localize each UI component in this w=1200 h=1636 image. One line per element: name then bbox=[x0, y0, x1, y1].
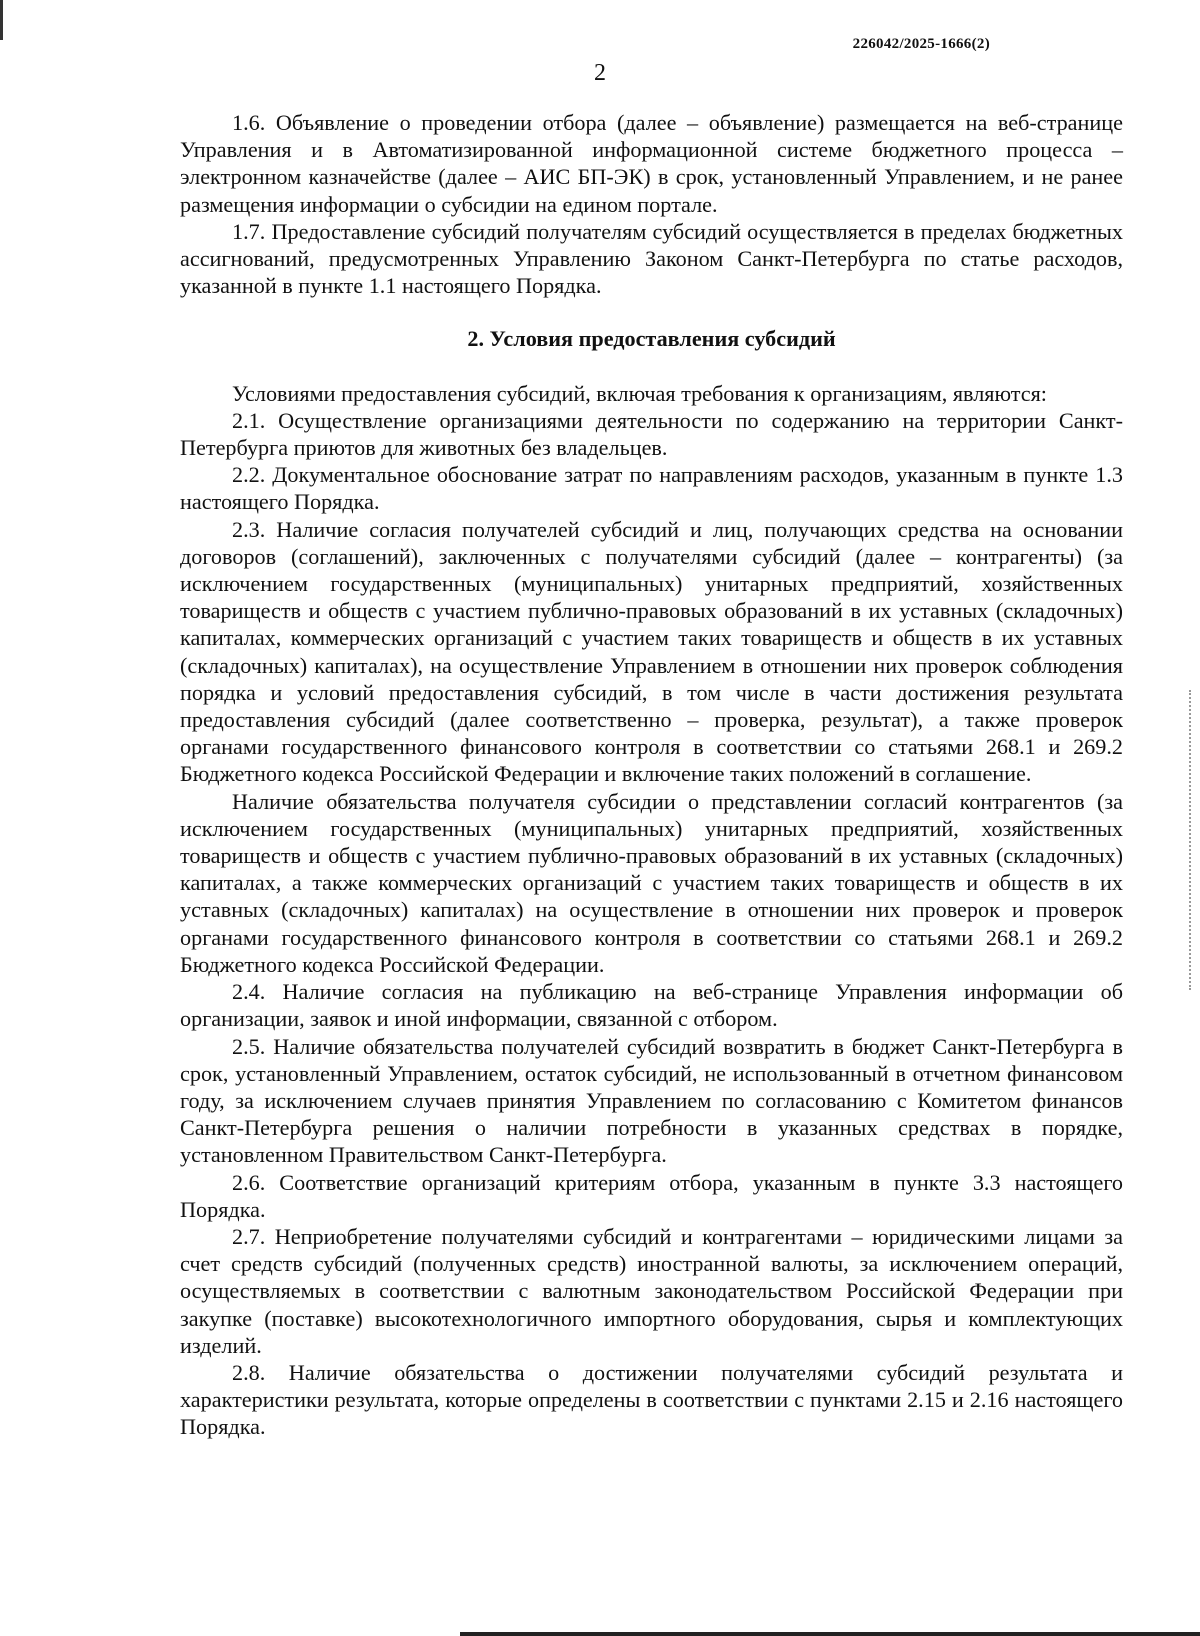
paragraph-2-7: 2.7. Неприобретение получателями субсидий и контрагентами – юридическими лицами за счет средств субсидий (полученных средств) иностранной валюты, за исключением операций, осуществляемых в соответствии с валютным законодательством Российской Федерации при закупке (поставке) высокотехнологичного импортного оборудования, сырья и комплектующих изделий. bbox=[180, 1223, 1123, 1358]
paragraph-2-1: 2.1. Осуществление организациями деятельности по содержанию на территории Санкт-Петербурга приютов для животных без владельцев. bbox=[180, 407, 1123, 461]
paragraph-2-5: 2.5. Наличие обязательства получателей субсидий возвратить в бюджет Санкт-Петербурга в срок, установленный Управлением, остаток субсидий, не использованный в отчетном финансовом году, за исключением случаев принятия Управлением по согласованию с Комитетом финансов Санкт-Петербурга решения о наличии потребности в указанных средствах в порядке, установленном Правительством Санкт-Петербурга. bbox=[180, 1033, 1123, 1168]
paragraph-1-7: 1.7. Предоставление субсидий получателям субсидий осуществляется в пределах бюджетных ассигнований, предусмотренных Управлению Законом Санкт-Петербурга по статье расходов, указанной в пункте 1.1 настоящего Порядка. bbox=[180, 218, 1123, 299]
conditions-intro: Условиями предоставления субсидий, включая требования к организациям, являются: bbox=[232, 380, 1047, 406]
paragraph-2-6: 2.6. Соответствие организаций критериям отбора, указанным в пункте 3.3 настоящего Порядка. bbox=[180, 1169, 1123, 1222]
scan-bottom-edge bbox=[460, 1632, 1200, 1636]
document-body bbox=[180, 109, 1123, 1441]
section-2-title: 2. Условия предоставления субсидий bbox=[467, 326, 836, 352]
paragraph-2-8: 2.8. Наличие обязательства о достижении получателями субсидий результата и характеристики результата, которые определены в соответствии с пунктами 2.15 и 2.16 настоящего Порядка. bbox=[180, 1359, 1123, 1440]
scan-edge-mark bbox=[0, 0, 3, 40]
page-number: 2 bbox=[594, 60, 606, 86]
paragraph-2-4: 2.4. Наличие согласия на публикацию на веб-странице Управления информации об организации, заявок и иной информации, связанной с отбором. bbox=[180, 979, 1123, 1032]
document-registration-number: 226042/2025-1666(2) bbox=[852, 36, 990, 52]
paragraph-2-3: 2.3. Наличие согласия получателей субсидий и лиц, получающих средства на основании договоров (соглашений), заключенных с получателями субсидий (далее – контрагенты) (за исключением государственных (муниципальных) унитарных предприятий, хозяйственных товариществ и обществ с участием публично-правовых образований в их уставных (складочных) капиталах, коммерческих организаций с участием таких товариществ и обществ в их уставных (складочных) капиталах), на осуществление Управлением в отношении них проверок соблюдения порядка и условий предоставления субсидий, в том числе в части достижения результата предоставления субсидий (далее соответственно – проверка, результат), а также проверок органами государственного финансового контроля в соответствии со статьями 268.1 и 269.2 Бюджетного кодекса Российской Федерации и включение таких положений в соглашение. bbox=[180, 516, 1123, 787]
scan-margin-marks bbox=[1189, 690, 1194, 990]
paragraph-2-2: 2.2. Документальное обоснование затрат по направлениям расходов, указанным в пункте 1.3 настоящего Порядка. bbox=[180, 462, 1123, 515]
paragraph-2-3-obligation: Наличие обязательства получателя субсидии о представлении согласий контрагентов (за исключением государственных (муниципальных) унитарных предприятий, хозяйственных товариществ и обществ с участием публично-правовых образований в их уставных (складочных) капиталах, а также коммерческих организаций с участием таких товариществ и обществ в их уставных (складочных) капиталах) на осуществление в отношении них проверок и проверок органами государственного финансового контроля в соответствии со статьями 268.1 и 269.2 Бюджетного кодекса Российской Федерации. bbox=[180, 788, 1123, 977]
paragraph-1-6: 1.6. Объявление о проведении отбора (далее – объявление) размещается на веб-странице Управления и в Автоматизированной информационной системе бюджетного процесса – электронном казначействе (далее – АИС БП-ЭК) в срок, установленный Управлением, и не ранее размещения информации о субсидии на едином портале. bbox=[180, 110, 1123, 217]
